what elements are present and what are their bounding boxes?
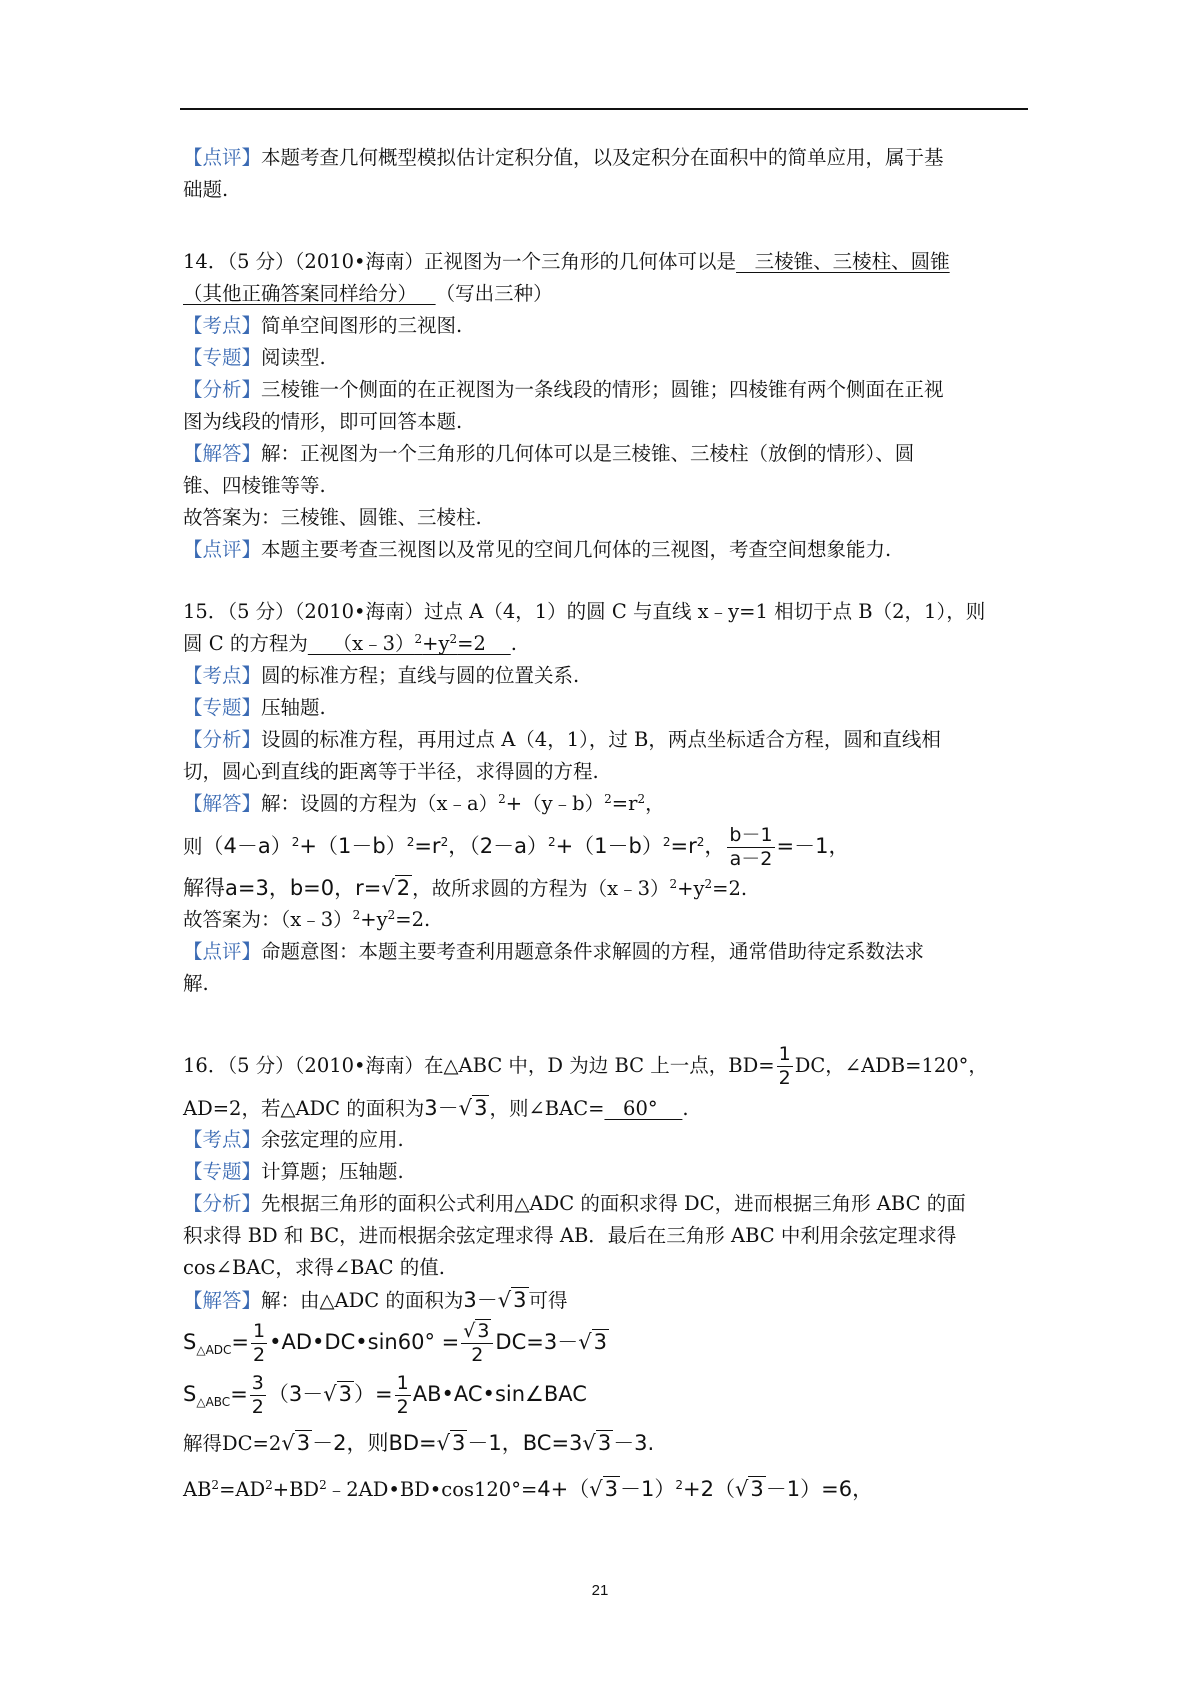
exponent: 2 — [449, 632, 458, 646]
q16-fenxi-line2 — [183, 1220, 1025, 1252]
solution-text: 解得a=3，b=0，r= — [183, 876, 382, 900]
zhuanti-tag: 【专题】 — [183, 346, 262, 369]
fraction-denominator: a－2 — [729, 847, 773, 870]
page-number: 21 — [591, 1582, 609, 1599]
answer-part: =2 — [457, 632, 511, 655]
q14-stem-tail: （写出三种） — [435, 282, 553, 305]
q15-kaodian — [183, 660, 1025, 692]
jieda-tag: 【解答】 — [183, 1289, 262, 1312]
dianping-tag: 【点评】 — [183, 940, 262, 963]
exponent: 2 — [211, 1478, 220, 1492]
solution-text: 解得DC=2 — [183, 1432, 282, 1455]
answer-text: =2. — [395, 908, 431, 931]
q16-answer: 60° — [604, 1097, 683, 1120]
expression-part: +2（ — [683, 1477, 736, 1501]
fraction-denominator: 2 — [396, 1395, 409, 1418]
sqrt: √ 3 — [463, 1319, 490, 1342]
q15-stem-line2 — [183, 628, 1025, 660]
expression-part: 3－ — [463, 1288, 498, 1312]
equation-part: +（1－b） — [299, 834, 407, 858]
kaodian-text: 圆的标准方程；直线与圆的位置关系. — [261, 664, 580, 687]
fenxi-tag: 【分析】 — [183, 728, 262, 751]
jieda-text: 解：由△ADC 的面积为 — [261, 1289, 464, 1312]
kaodian-tag: 【考点】 — [183, 314, 262, 337]
fraction-denominator: 2 — [251, 1395, 264, 1418]
solution-text: －2，则BD= — [312, 1431, 437, 1455]
fraction-numerator: 3 — [251, 1371, 264, 1394]
fraction — [251, 1319, 267, 1366]
q14-answer: 三棱锥、三棱柱、圆锥 — [736, 250, 950, 273]
q16-ab-line — [183, 1466, 1025, 1512]
exponent: 2 — [704, 877, 713, 891]
exponent: 2 — [387, 908, 396, 922]
q14-zhuanti — [183, 342, 1025, 374]
exponent: 2 — [291, 835, 300, 849]
q14-dianping — [183, 534, 1025, 566]
kaodian-tag: 【考点】 — [183, 1128, 262, 1151]
q14-jieda-line2 — [183, 470, 1025, 502]
q16-stem-line1 — [183, 1040, 1025, 1092]
equation-prefix: 则 — [183, 835, 203, 858]
sqrt: √3 — [458, 1096, 488, 1120]
expression-part: －1）=6， — [765, 1477, 874, 1501]
fenxi-text: 三棱锥一个侧面的在正视图为一条线段的情形；圆锥；四棱锥有两个侧面在正视 — [261, 378, 944, 401]
q16-stem: DC，∠ADB=120°， — [794, 1054, 988, 1077]
equation-part: （3－ — [267, 1382, 324, 1406]
equation-part: =－1， — [776, 834, 850, 858]
radicand: 3 — [452, 1431, 466, 1455]
q14-stem: 14．（5 分）（2010•海南）正视图为一个三角形的几何体可以是 — [183, 250, 737, 273]
solution-text: －3. — [613, 1431, 655, 1455]
q15-fenxi-line1 — [183, 724, 1025, 756]
jieda-text: ， — [645, 792, 665, 815]
q15-stem: 15．（5 分）（2010•海南）过点 A（4，1）的圆 C 与直线 x﹣y=1 相切于点 B（2，1），则 — [183, 600, 986, 623]
answer-text: 故答案为：三棱锥、圆锥、三棱柱. — [183, 506, 482, 529]
sqrt: √3 — [323, 1382, 353, 1406]
dianping-tag: 【点评】 — [183, 538, 262, 561]
q15-answer — [308, 632, 511, 655]
expression — [537, 1477, 873, 1501]
answer-part: +y — [422, 632, 450, 655]
radicand: 3 — [338, 1382, 353, 1406]
q16-s-adc-line — [183, 1316, 1025, 1368]
kaodian-text: 余弦定理的应用. — [261, 1128, 404, 1151]
q16-jieda-line1 — [183, 1284, 1025, 1316]
expression-part: 3－ — [424, 1096, 459, 1120]
subscript: △ADC — [196, 1343, 232, 1357]
sqrt: √3 — [436, 1431, 466, 1455]
fraction-numerator: b－1 — [729, 823, 773, 846]
equation-part: = — [230, 1382, 248, 1406]
dianping-text: 解. — [183, 972, 209, 995]
fraction-denominator: 2 — [778, 1067, 791, 1089]
exponent: 2 — [637, 792, 646, 806]
exponent: 2 — [406, 835, 415, 849]
exponent: 2 — [352, 908, 361, 922]
q16-stem: ，则∠BAC= — [489, 1097, 605, 1120]
fraction — [250, 1371, 266, 1418]
jieda-tag: 【解答】 — [183, 792, 262, 815]
dianping-text: 本题考查几何概型模拟估计定积分值，以及定积分在面积中的简单应用，属于基 — [261, 146, 944, 169]
exponent: 2 — [675, 1478, 684, 1492]
fenxi-text: 积求得 BD 和 BC，进而根据余弦定理求得 AB．最后在三角形 ABC 中利用余弦定理求得 — [183, 1224, 957, 1247]
jieda-text: 解：设圆的方程为（x﹣a） — [261, 792, 499, 815]
q16-solve-line — [183, 1420, 1025, 1466]
fraction-numerator: 1 — [778, 1043, 791, 1065]
dianping-tag: 【点评】 — [183, 146, 262, 169]
exponent: 2 — [265, 1478, 273, 1492]
q16-stem-tail: . — [682, 1097, 689, 1120]
kaodian-text: 简单空间图形的三视图. — [261, 314, 463, 337]
solution-text: ，故所求圆的方程为（x﹣3） — [412, 877, 670, 900]
fraction — [395, 1371, 411, 1418]
fraction-denominator: 2 — [471, 1343, 484, 1366]
fraction-numerator — [461, 1319, 493, 1344]
dianping-text: 础题. — [183, 178, 229, 201]
radicand: 3 — [296, 1431, 311, 1455]
zhuanti-text: 计算题；压轴题. — [261, 1160, 404, 1183]
q16-fenxi-line1 — [183, 1188, 1025, 1220]
q15-stem-line1 — [183, 596, 1025, 628]
jieda-tag: 【解答】 — [183, 442, 262, 465]
q14-fenxi-line2 — [183, 406, 1025, 438]
zhuanti-text: 压轴题. — [261, 696, 326, 719]
page-content — [183, 142, 1025, 1512]
fraction — [777, 1045, 793, 1088]
sqrt: √3 — [497, 1288, 527, 1312]
q16-fenxi-line3 — [183, 1252, 1025, 1284]
radicand: 3 — [593, 1330, 607, 1354]
fraction — [461, 1319, 493, 1366]
q15-solution-line — [183, 872, 1025, 904]
equation — [202, 823, 850, 870]
exponent: 2 — [414, 632, 423, 646]
solution-text: =2. — [712, 877, 748, 900]
zhuanti-tag: 【专题】 — [183, 696, 262, 719]
header-rule — [180, 108, 1028, 110]
equation-part: ﹣2AD•BD•cos120°= — [326, 1478, 538, 1501]
radicand: 3 — [750, 1477, 764, 1501]
q16-stem-line2 — [183, 1092, 1025, 1124]
q15-zhuanti — [183, 692, 1025, 724]
equation-part: =r — [670, 834, 697, 858]
subscript: △ABC — [196, 1395, 231, 1409]
equation-part: ）= — [354, 1382, 393, 1406]
equation-part: •AD•DC•sin60° = — [269, 1330, 460, 1354]
equation-part: （4－a） — [202, 834, 292, 858]
equation-part: +（1－b） — [555, 834, 663, 858]
answer-text: 故答案为：（x﹣3） — [183, 908, 353, 931]
radicand: 3 — [513, 1288, 527, 1312]
equation-part: DC=3－ — [495, 1330, 579, 1354]
answer-text: +y — [360, 908, 388, 931]
fraction — [727, 823, 774, 870]
q15-stem-tail: . — [510, 632, 517, 655]
solution-text: －1，BC=3 — [467, 1431, 583, 1455]
q14-answer-cont: （其他正确答案同样给分） — [183, 282, 436, 305]
exponent: 2 — [669, 877, 678, 891]
q15-dianping-line2 — [183, 968, 1025, 1000]
fenxi-tag: 【分析】 — [183, 1192, 262, 1215]
q16-s-abc-line — [183, 1368, 1025, 1420]
symbol-s: S — [183, 1330, 197, 1354]
sqrt: √3 — [582, 1431, 612, 1455]
equation-part: +BD — [272, 1478, 320, 1501]
equation-part: AB•AC•sin∠BAC — [412, 1382, 587, 1406]
exponent: 2 — [498, 792, 506, 806]
jieda-text: 解：正视图为一个三角形的几何体可以是三棱锥、三棱柱（放倒的情形）、圆 — [261, 442, 915, 465]
q14-answer-line — [183, 502, 1025, 534]
top-dianping-line1 — [183, 142, 1025, 174]
equation-part: = — [231, 1330, 250, 1354]
top-dianping-line2 — [183, 174, 1025, 206]
q15-jieda-line1 — [183, 788, 1025, 820]
area-expression — [424, 1095, 489, 1120]
q16-kaodian — [183, 1124, 1025, 1156]
q15-equation-line — [183, 820, 1025, 872]
fraction-numerator: 1 — [253, 1319, 266, 1342]
sqrt: √3 — [578, 1330, 607, 1354]
q14-jieda-line1 — [183, 438, 1025, 470]
zhuanti-tag: 【专题】 — [183, 1160, 262, 1183]
radicand: 2 — [396, 876, 411, 900]
sqrt: √3 — [281, 1431, 311, 1455]
sqrt: √2 — [381, 876, 411, 900]
exponent: 2 — [547, 835, 556, 849]
expression-part: －1） — [620, 1477, 676, 1501]
q16-stem: 16．（5 分）（2010•海南）在△ABC 中，D 为边 BC 上一点，BD= — [183, 1054, 775, 1077]
fenxi-text: 图为线段的情形，即可回答本题. — [183, 410, 463, 433]
equation-part: AB — [183, 1478, 212, 1501]
fraction-numerator: 1 — [396, 1371, 409, 1394]
radicand: 3 — [474, 1096, 488, 1120]
q15-fenxi-line2 — [183, 756, 1025, 788]
sqrt: √3 — [735, 1477, 764, 1501]
jieda-text: 锥、四棱锥等等. — [183, 474, 326, 497]
answer-part: （x﹣3） — [307, 632, 415, 655]
q14-kaodian — [183, 310, 1025, 342]
exponent: 2 — [696, 835, 705, 849]
fraction-denominator: 2 — [253, 1343, 266, 1366]
q15-stem: 圆 C 的方程为 — [183, 632, 308, 655]
jieda-text: +（y﹣b） — [505, 792, 605, 815]
radicand: 3 — [597, 1431, 612, 1455]
symbol-s: S — [183, 1382, 197, 1406]
radicand: 3 — [477, 1319, 490, 1342]
q15-answer-line — [183, 904, 1025, 936]
exponent: 2 — [662, 835, 671, 849]
exponent: 2 — [604, 792, 612, 806]
jieda-text: 可得 — [528, 1289, 568, 1312]
fenxi-text: 设圆的标准方程，再用过点 A（4，1），过 B，两点坐标适合方程，圆和直线相 — [261, 728, 941, 751]
equation-part: =r — [414, 834, 441, 858]
fenxi-text: 先根据三角形的面积公式利用△ADC 的面积求得 DC，进而根据三角形 ABC 的面 — [261, 1192, 966, 1215]
q16-zhuanti — [183, 1156, 1025, 1188]
exponent: 2 — [440, 835, 449, 849]
equation-part: ，（2－a） — [448, 834, 548, 858]
expression-part: 4+（ — [537, 1477, 590, 1501]
equation-part: ， — [704, 834, 726, 858]
dianping-text: 本题主要考查三视图以及常见的空间几何体的三视图，考查空间想象能力. — [261, 538, 892, 561]
q14-stem-line2 — [183, 278, 1025, 310]
jieda-text: =r — [611, 792, 638, 815]
solution-text: +y — [677, 877, 705, 900]
fenxi-text: cos∠BAC，求得∠BAC 的值. — [183, 1256, 445, 1279]
q16-stem: AD=2，若△ADC 的面积为 — [183, 1097, 425, 1120]
q14-fenxi-line1 — [183, 374, 1025, 406]
kaodian-tag: 【考点】 — [183, 664, 262, 687]
exponent: 2 — [319, 1478, 327, 1492]
area-expression — [463, 1287, 528, 1312]
q15-dianping-line1 — [183, 936, 1025, 968]
dianping-text: 命题意图：本题主要考查利用题意条件求解圆的方程，通常借助待定系数法求 — [261, 940, 925, 963]
fenxi-text: 切，圆心到直线的距离等于半径，求得圆的方程. — [183, 760, 599, 783]
q14-stem-line1 — [183, 246, 1025, 278]
sqrt: √3 — [589, 1477, 619, 1501]
equation-part: =AD — [219, 1478, 266, 1501]
zhuanti-text: 阅读型. — [261, 346, 326, 369]
radicand: 3 — [604, 1477, 619, 1501]
fenxi-tag: 【分析】 — [183, 378, 262, 401]
